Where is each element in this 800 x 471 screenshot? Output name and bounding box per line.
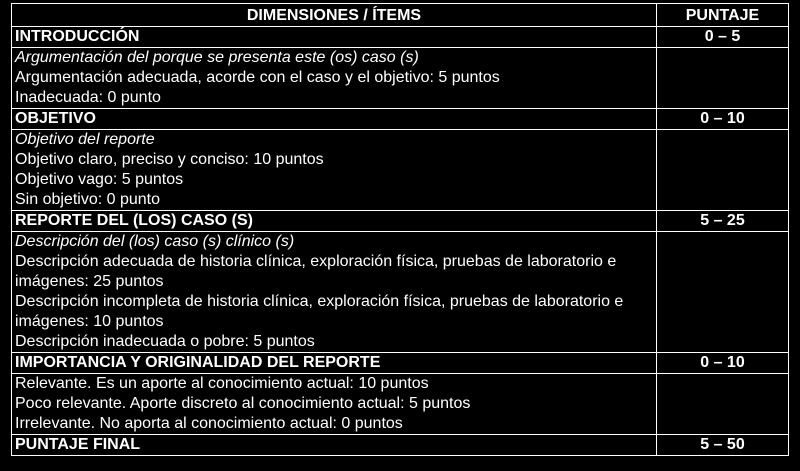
- criterion-line: Poco relevante. Aporte discreto al conocimiento actual: 5 puntos: [15, 395, 471, 412]
- section-body-importancia: [12, 374, 789, 435]
- criterion-line: Descripción incompleta de historia clínica, exploración física, pruebas de laboratorio e imágenes: 10 puntos: [15, 293, 624, 330]
- criterion-line: Inadecuada: 0 punto: [15, 89, 161, 106]
- section-row-objetivo: [12, 109, 789, 130]
- criterion-line: Descripción inadecuada o pobre: 5 puntos: [15, 333, 315, 350]
- section-score-introduccion: 0 – 5: [656, 27, 788, 48]
- criterion-line: Sin objetivo: 0 punto: [15, 191, 160, 208]
- section-score-reporte: 5 – 25: [656, 211, 788, 232]
- final-score-row: [12, 435, 789, 456]
- empty-score-cell: [656, 130, 788, 211]
- criterion-line: Relevante. Es un aporte al conocimiento actual: 10 puntos: [15, 375, 429, 392]
- header-row: [12, 4, 789, 27]
- section-row-reporte: [12, 211, 789, 232]
- section-body-cell: [12, 374, 657, 435]
- section-title-introduccion: INTRODUCCIÓN: [12, 27, 657, 48]
- section-title-importancia: IMPORTANCIA Y ORIGINALIDAD DEL REPORTE: [12, 353, 657, 374]
- criterion-line: Irrelevante. No aporta al conocimiento actual: 0 puntos: [15, 415, 403, 432]
- empty-score-cell: [656, 232, 788, 353]
- final-score-title: PUNTAJE FINAL: [12, 435, 657, 456]
- rubric-table: [11, 3, 789, 456]
- score-header: PUNTAJE: [656, 4, 788, 27]
- section-title-reporte: REPORTE DEL (LOS) CASO (S): [12, 211, 657, 232]
- empty-score-cell: [656, 374, 788, 435]
- criterion-line: Objetivo claro, preciso y conciso: 10 puntos: [15, 151, 324, 168]
- section-subtitle: Objetivo del reporte: [15, 131, 155, 148]
- section-body-reporte: [12, 232, 789, 353]
- final-score-value: 5 – 50: [656, 435, 788, 456]
- section-row-importancia: [12, 353, 789, 374]
- criterion-line: Argumentación adecuada, acorde con el caso y el objetivo: 5 puntos: [15, 69, 500, 86]
- section-row-introduccion: [12, 27, 789, 48]
- section-score-objetivo: 0 – 10: [656, 109, 788, 130]
- criterion-line: Descripción adecuada de historia clínica, exploración física, pruebas de laboratorio e imágenes: 25 puntos: [15, 253, 617, 290]
- criterion-line: Objetivo vago: 5 puntos: [15, 171, 184, 188]
- section-subtitle: Descripción del (los) caso (s) clínico (s): [15, 233, 295, 250]
- empty-score-cell: [656, 48, 788, 109]
- section-title-objetivo: OBJETIVO: [12, 109, 657, 130]
- dimensions-header: DIMENSIONES / ÍTEMS: [12, 4, 657, 27]
- section-body-introduccion: [12, 48, 789, 109]
- section-subtitle: Argumentación del porque se presenta este (os) caso (s): [15, 49, 419, 66]
- section-body-objetivo: [12, 130, 789, 211]
- section-score-importancia: 0 – 10: [656, 353, 788, 374]
- section-body-cell: [12, 48, 657, 109]
- section-body-cell: [12, 130, 657, 211]
- section-body-cell: [12, 232, 657, 353]
